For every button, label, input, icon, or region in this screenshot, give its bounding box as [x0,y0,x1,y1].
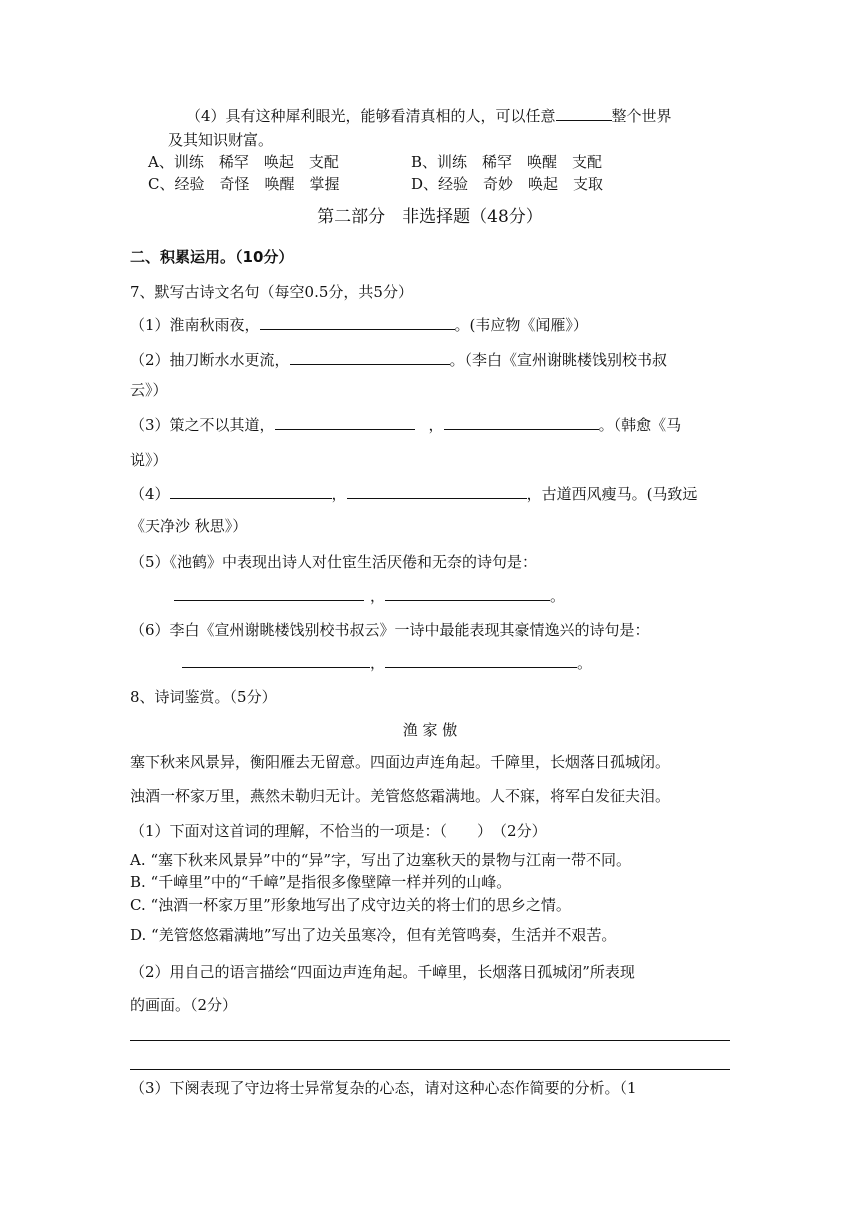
q7-item2-cont: 云》） [130,381,168,399]
q8-sub2-line1: （2）用自己的语言描绘“四面边声连角起。千嶂里，长烟落日孤城闭”所表现 [130,963,635,981]
q7-item1-prompt: （1）淮南秋雨夜， [130,316,260,334]
q7-item2-prompt: （2）抽刀断水水更流， [130,351,290,369]
q7-item6: （6）李白《宣州谢眺楼饯别校书叔云》一诗中最能表现其豪情逸兴的诗句是： [130,621,650,639]
q6-option-a: A、训练 稀罕 唤起 支配 [148,153,339,171]
q7-item3-cont: 说》） [130,451,168,469]
q7-item1-source: 。(韦应物《闻雁》） [454,316,588,334]
q7-item3-comma: ， [428,416,444,434]
q8-option-c: C. “浊酒一杯家万里”形象地写出了戍守边关的将士们的思乡之情。 [130,896,571,914]
q8-sub2-line2: 的画面。（2分） [130,996,238,1014]
q7-title: 7、默写古诗文名句（每空0.5分，共5分） [130,283,413,301]
q7-item6-end: 。 [577,654,593,672]
q7-item3-prompt: （3）策之不以其道， [130,416,275,434]
q7-item4-comma: ， [331,485,347,503]
q8-title: 8、诗词鉴赏。（5分） [130,688,277,706]
answer-blank[interactable] [174,586,364,601]
answer-blank[interactable] [182,653,370,668]
answer-blank[interactable] [260,315,455,330]
q8-sub1: （1）下面对这首词的理解，不恰当的一项是：（ ） （2分） [130,822,547,840]
q7-item1 [130,315,588,335]
q7-item3 [130,415,681,435]
q7-item2-source: 。（李白《宣州谢眺楼饯别校书叔 [449,351,668,369]
answer-blank[interactable] [385,653,577,668]
q7-item5: （5）《池鹤》中表现出诗人对仕宦生活厌倦和无奈的诗句是： [130,553,538,571]
q6-item4-text-a: （4）具有这种犀利眼光，能够看清真相的人，可以任意 [186,107,556,125]
answer-line[interactable] [130,1040,730,1041]
q7-item4-cont: 《天净沙 秋思》） [130,517,248,535]
q8-sub3: （3）下阕表现了守边将士异常复杂的心态，请对这种心态作简要的分析。（1 [130,1079,637,1097]
q8-option-a: A. “塞下秋来风景异”中的“异”字，写出了边塞秋天的景物与江南一带不同。 [130,851,632,869]
answer-blank[interactable] [556,106,612,121]
q8-option-d: D. “羌管悠悠霜满地”写出了边关虽寒冷，但有羌管鸣奏，生活并不艰苦。 [130,926,617,944]
q8-option-b: B. “千嶂里”中的“千嶂”是指很多像壁障一样并列的山峰。 [130,873,512,891]
q7-item6-comma: ， [370,654,386,672]
q7-item4-num: （4） [130,485,170,503]
answer-blank[interactable] [385,586,550,601]
q7-item5-end: 。 [550,587,566,605]
answer-blank[interactable] [444,415,599,430]
answer-blank[interactable] [347,484,527,499]
q7-item2 [130,350,667,370]
poem-line-1: 塞下秋来风景异，衡阳雁去无留意。四面边声连角起。千障里，长烟落日孤城闭。 [130,753,671,771]
answer-blank[interactable] [170,484,332,499]
q6-item4-text-b: 整个世界 [611,107,672,125]
poem-line-2: 浊酒一杯家万里，燕然未勒归无计。羌管悠悠霜满地。人不寐，将军白发征夫泪。 [130,787,671,805]
q7-item5-comma: ， [370,587,386,605]
answer-blank[interactable] [290,350,450,365]
answer-blank[interactable] [275,415,415,430]
q6-option-d: D、经验 奇妙 唤起 支取 [411,175,604,193]
q6-option-b: B、训练 稀罕 唤醒 支配 [411,153,603,171]
q7-item5-answers [174,586,565,606]
q7-item4 [130,484,697,504]
q7-item3-source: 。（韩愈《马 [598,416,682,434]
answer-line[interactable] [130,1069,730,1070]
poem-title: 渔 家 傲 [402,721,458,739]
q6-item4-line2: 及其知识财富。 [168,131,274,149]
q7-item4-source: ，古道西风瘦马。(马致远 [526,485,698,503]
q7-item6-answers [182,653,592,673]
q6-option-c: C、经验 奇怪 唤醒 掌握 [148,175,340,193]
part2-title: 第二部分 非选择题（48分） [317,207,543,227]
q6-item4-line1 [186,106,672,126]
section2-title: 二、积累运用。（10分） [130,248,294,266]
